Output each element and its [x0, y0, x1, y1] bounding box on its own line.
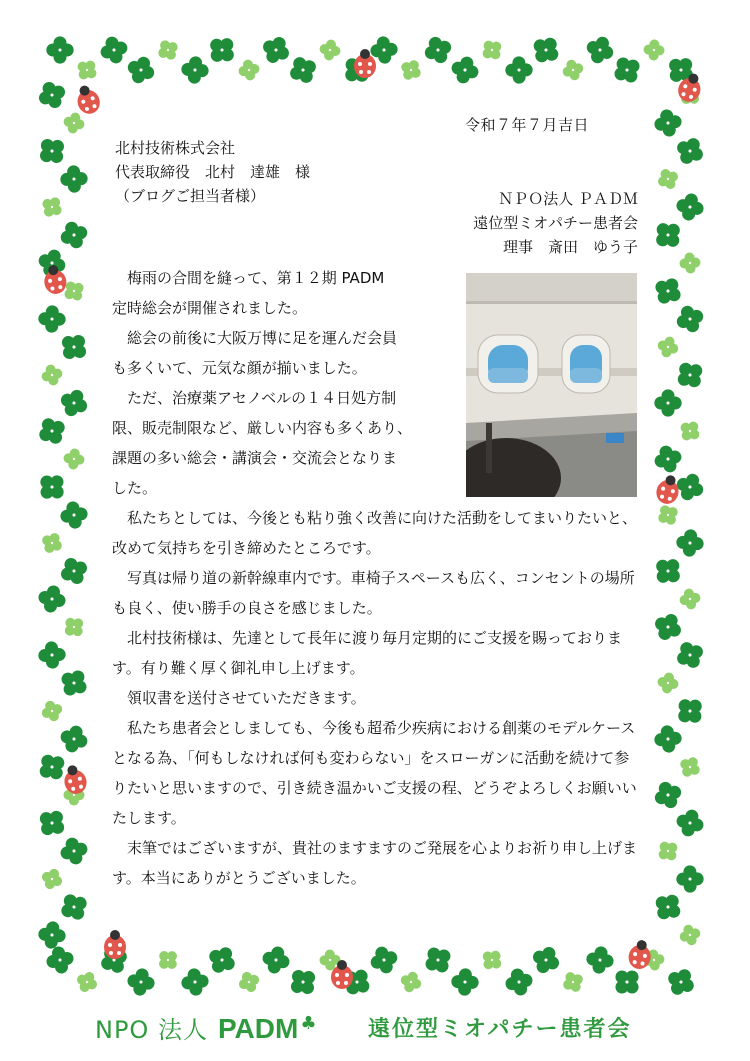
ladybug-icon [104, 930, 126, 959]
paragraph-1 [112, 263, 452, 323]
sender-name: 理事 斎田 ゆう子 [502, 238, 638, 256]
recipient-note: （ブログご担当者様） [115, 187, 266, 205]
clover-icon [679, 252, 702, 275]
clover-icon [608, 51, 646, 89]
clover-icon [153, 945, 183, 975]
clover-icon [677, 922, 703, 948]
clover-icon [33, 412, 70, 449]
clover-icon [38, 529, 66, 557]
clover-icon [284, 963, 322, 1001]
paragraph-9: 末筆ではございますが、貴社のますますのご発展を心よりお祈り申し上げます。本当にありがとうございました。 [112, 839, 638, 887]
clover-icon [33, 132, 71, 170]
clover-icon [37, 640, 66, 669]
ladybug-icon [654, 473, 683, 507]
clover-icon [235, 968, 263, 996]
clover-icon [46, 36, 73, 63]
clover-icon [55, 328, 93, 366]
clover-icon [259, 943, 292, 976]
clover-icon [38, 305, 66, 333]
clover-icon [39, 698, 66, 725]
clover-icon [653, 724, 683, 754]
clover-icon [676, 753, 705, 782]
clover-icon [671, 356, 709, 394]
clover-icon [528, 942, 564, 978]
clover-icon [559, 968, 588, 997]
line: 梅雨の合間を縫って、第１２期 PADM [127, 269, 385, 287]
clover-icon [97, 33, 131, 67]
clover-icon [649, 888, 687, 926]
clover-icon [180, 967, 210, 997]
ladybug-icon [60, 763, 89, 797]
clover-icon [650, 609, 687, 646]
clover-icon [61, 110, 86, 135]
clover-icon [38, 865, 65, 892]
paragraph-6: 北村技術様は、先達として長年に渡り毎月定期的にご支援を賜っております。有り難く厚く御礼申し上げます。 [112, 629, 623, 677]
clover-icon [643, 39, 665, 61]
clover-icon [652, 107, 684, 139]
clover-icon [37, 192, 66, 221]
clover-icon [503, 966, 536, 999]
clover-icon [477, 35, 506, 64]
clover-icon [419, 941, 457, 979]
clover-icon [60, 165, 89, 194]
clover-icon [285, 52, 322, 89]
clover-icon [583, 33, 618, 68]
clover-icon [55, 888, 92, 925]
clover-icon [672, 637, 709, 674]
clover-icon [34, 77, 70, 113]
clover-icon [678, 587, 703, 612]
clover-icon [237, 58, 262, 83]
clover-icon [367, 943, 401, 977]
clover-icon [57, 218, 92, 253]
line: 総会の前後に大阪万博に足を運んだ会員 [127, 329, 398, 347]
clover-icon [451, 968, 480, 997]
clover-icon [203, 941, 240, 978]
clover-icon [527, 31, 565, 69]
clover-icon [73, 968, 101, 996]
clover-icon [33, 468, 72, 507]
footer-brand: PADM [217, 1013, 299, 1044]
line: 限、販売制限など、厳しい内容も多くあり、 [112, 419, 413, 437]
clover-icon [673, 806, 706, 839]
clover-icon [72, 55, 101, 84]
line: 課題の多い総会・講演会・交流会となりま [112, 449, 398, 467]
clover-icon [180, 55, 210, 85]
clover-icon [44, 944, 76, 976]
clover-icon [654, 165, 682, 193]
clover-icon [656, 671, 680, 695]
clover-icon [650, 777, 686, 813]
clover-icon [654, 501, 683, 530]
footer-org [95, 1010, 317, 1045]
clover-icon [125, 966, 156, 997]
clover-icon [675, 528, 705, 558]
paragraph-7: 領収書を送付させていただきます。 [127, 689, 366, 707]
clover-icon [398, 969, 425, 996]
clover-icon [505, 56, 533, 84]
recipient-company: 北村技術株式会社 [115, 139, 236, 157]
clover-icon [39, 362, 64, 387]
clover-icon [672, 301, 707, 336]
clover-icon [649, 216, 688, 255]
clover-icon [397, 56, 426, 85]
clover-icon [37, 920, 67, 950]
clover-icon [676, 865, 704, 893]
clover-icon [585, 945, 616, 976]
sender-group: 遠位型ミオパチー患者会 [473, 214, 638, 232]
clover-icon [36, 583, 68, 615]
clover-icon [55, 664, 93, 702]
footer [0, 1010, 750, 1050]
clover-icon [420, 32, 456, 68]
line: も多くいて、元気な顔が揃いました。 [112, 359, 367, 377]
clover-icon [203, 31, 242, 70]
letter-date: 令和７年７月吉日 [465, 116, 590, 134]
paragraph-4: 私たちとしては、今後とも粘り強く改善に向けた活動をしてまいりたいと、改めて気持ちを引き締めたところです。 [112, 509, 638, 557]
clover-icon [56, 553, 92, 589]
clover-icon [654, 389, 681, 416]
clover-icon [56, 385, 92, 421]
clover-icon [33, 804, 71, 842]
clover-icon [655, 334, 681, 360]
clover-icon [671, 692, 710, 731]
clover-icon [318, 38, 342, 62]
line: 定時総会が開催されました。 [112, 299, 308, 317]
clover-icon [477, 945, 507, 975]
paragraph-5: 写真は帰り道の新幹線車内です。車椅子スペースも広く、コンセントの場所も良く、使い勝手の良さを感じました。 [112, 569, 635, 617]
clover-icon [258, 32, 295, 69]
line: した。 [112, 479, 158, 497]
letter-body [112, 263, 640, 893]
clover-icon [57, 722, 91, 756]
clover-icon [662, 963, 699, 1000]
sender-org: ＮＰＯ法人 ＰＡＤＭ [498, 190, 638, 208]
clover-icon [154, 36, 183, 65]
paragraph-3 [112, 383, 452, 503]
clover-icon [123, 52, 158, 87]
ladybug-icon [627, 938, 654, 970]
recipient-block [115, 136, 310, 208]
clover-icon [649, 552, 688, 591]
clover-icon [59, 612, 89, 642]
line: ただ、治療薬アセノベルの１４日処方制 [127, 389, 397, 407]
clover-icon [57, 834, 90, 867]
clover-icon [62, 447, 85, 470]
clover-icon [448, 53, 481, 86]
recipient-name: 代表取締役 北村 達雄 様 [115, 163, 311, 181]
clover-icon [58, 499, 89, 530]
clover-icon [649, 272, 687, 310]
clover-icon [675, 416, 704, 445]
paragraph-8: 私たち患者会としましても、今後も超希少疾病における創薬のモデルケースとなる為、「何もしなければ何も変わらない」をスローガンに活動を続けて参りたいと思いますので、引き続き温かいご支援の程、どうぞよろしくお願いいたします。 [112, 719, 637, 827]
sender-block [473, 187, 638, 259]
footer-group-name: 遠位型ミオパチー患者会 [368, 1017, 632, 1042]
clover-icon [560, 57, 586, 83]
clover-icon [653, 836, 682, 865]
clover-icon: ♣ [300, 1013, 318, 1034]
paragraph-2 [112, 323, 452, 383]
clover-icon [651, 442, 685, 476]
footer-org-prefix: NPO 法人 [95, 1016, 208, 1044]
clover-icon [674, 191, 706, 223]
clover-icon [672, 133, 709, 170]
ladybug-icon [73, 82, 104, 117]
